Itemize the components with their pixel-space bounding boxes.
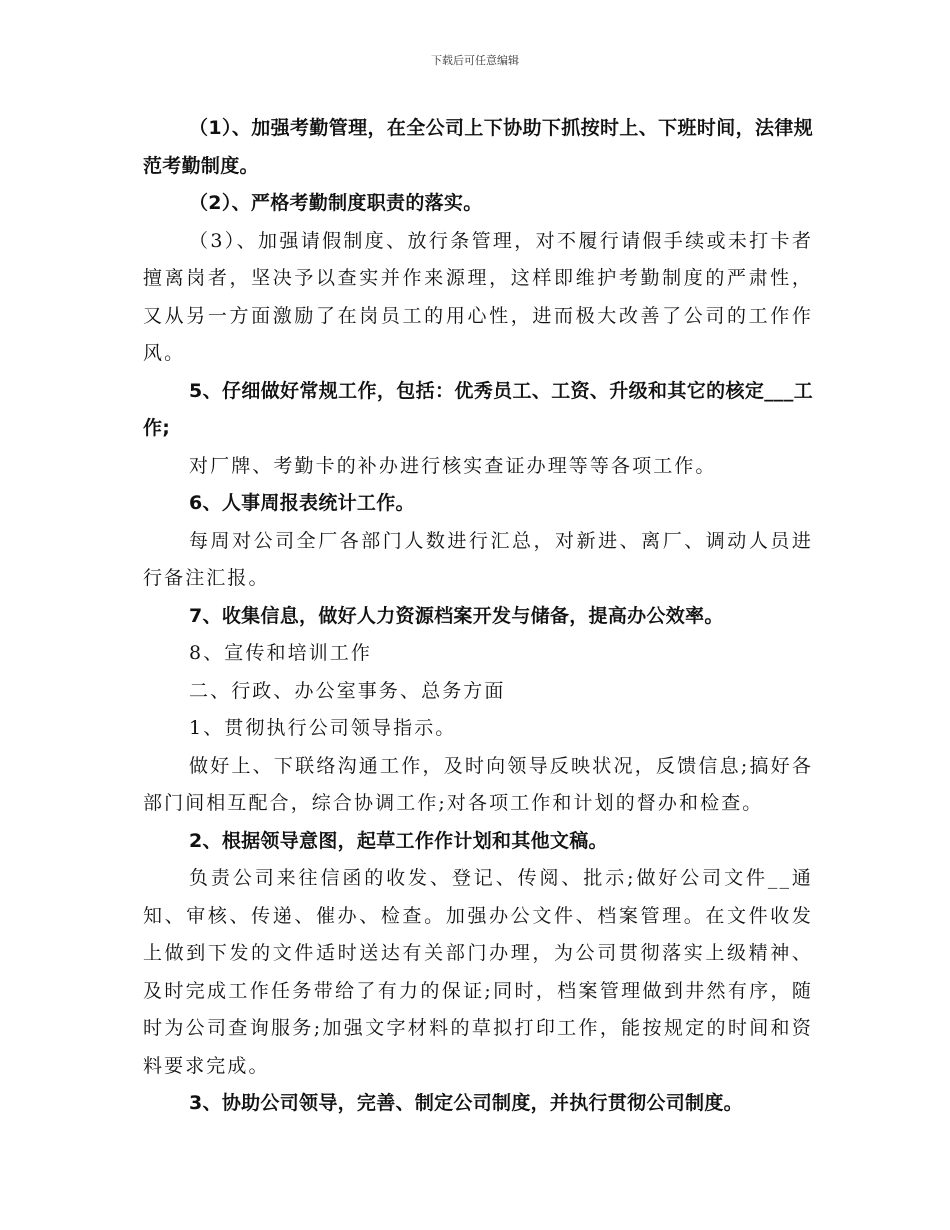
paragraph-attendance-responsibility: （2）、严格考勤制度职责的落实。 bbox=[189, 192, 483, 214]
section-heading-administration: 二、行政、办公室事务、总务方面 bbox=[189, 679, 506, 702]
paragraph-leave-management: （3）、加强请假制度、放行条管理，对不履行请假手续或未打卡者擅离岗者，坚决予以查实并作来源理，这样即维护考勤制度的严肃性，又从另一方面激励了在岗员工的用心性，进而极大改善了公司的工作作风。 bbox=[143, 229, 813, 364]
heading-leadership-instructions: 1、贯彻执行公司领导指示。 bbox=[189, 717, 457, 739]
page-header: 下载后可任意编辑 bbox=[431, 54, 519, 67]
paragraph-weekly-summary: 每周对公司全厂各部门人数进行汇总，对新进、离厂、调动人员进行备注汇报。 bbox=[143, 529, 813, 589]
paragraph-attendance-management: （1）、加强考勤管理，在全公司上下协助下抓按时上、下班时间，法律规范考勤制度。 bbox=[143, 117, 813, 177]
document-body bbox=[143, 110, 813, 1123]
heading-weekly-report: 6、人事周报表统计工作。 bbox=[189, 492, 415, 514]
paragraph-communication: 做好上、下联络沟通工作，及时向领导反映状况，反馈信息;搞好各部门间相互配合，综合协调工作;对各项工作和计划的督办和检查。 bbox=[143, 754, 813, 814]
paragraph-badge-reissue: 对厂牌、考勤卡的补办进行核实查证办理等等各项工作。 bbox=[189, 454, 717, 477]
heading-information-collection: 7、收集信息，做好人力资源档案开发与储备，提高办公效率。 bbox=[189, 604, 724, 627]
paragraph-document-management: 负责公司来往信函的收发、登记、传阅、批示;做好公司文件__通知、审核、传递、催办、检查。加强办公文件、档案管理。在文件收发上做到下发的文件适时送达有关部门办理，为公司贯彻落实上级精神、及时完成工作任务带给了有力的保证;同时，档案管理做到井然有序，随时为公司查询服务;加强文字材料的草拟打印工作，能按规定的时间和资料要求完成。 bbox=[143, 867, 813, 1077]
heading-company-policies: 3、协助公司领导，完善、制定公司制度，并执行贯彻公司制度。 bbox=[189, 1092, 743, 1114]
heading-training: 8、宣传和培训工作 bbox=[189, 642, 372, 664]
heading-drafting-documents: 2、根据领导意图，起草工作作计划和其他文稿。 bbox=[189, 829, 608, 852]
heading-routine-work: 5、仔细做好常规工作，包括：优秀员工、工资、升级和其它的核定___工作; bbox=[143, 379, 813, 439]
